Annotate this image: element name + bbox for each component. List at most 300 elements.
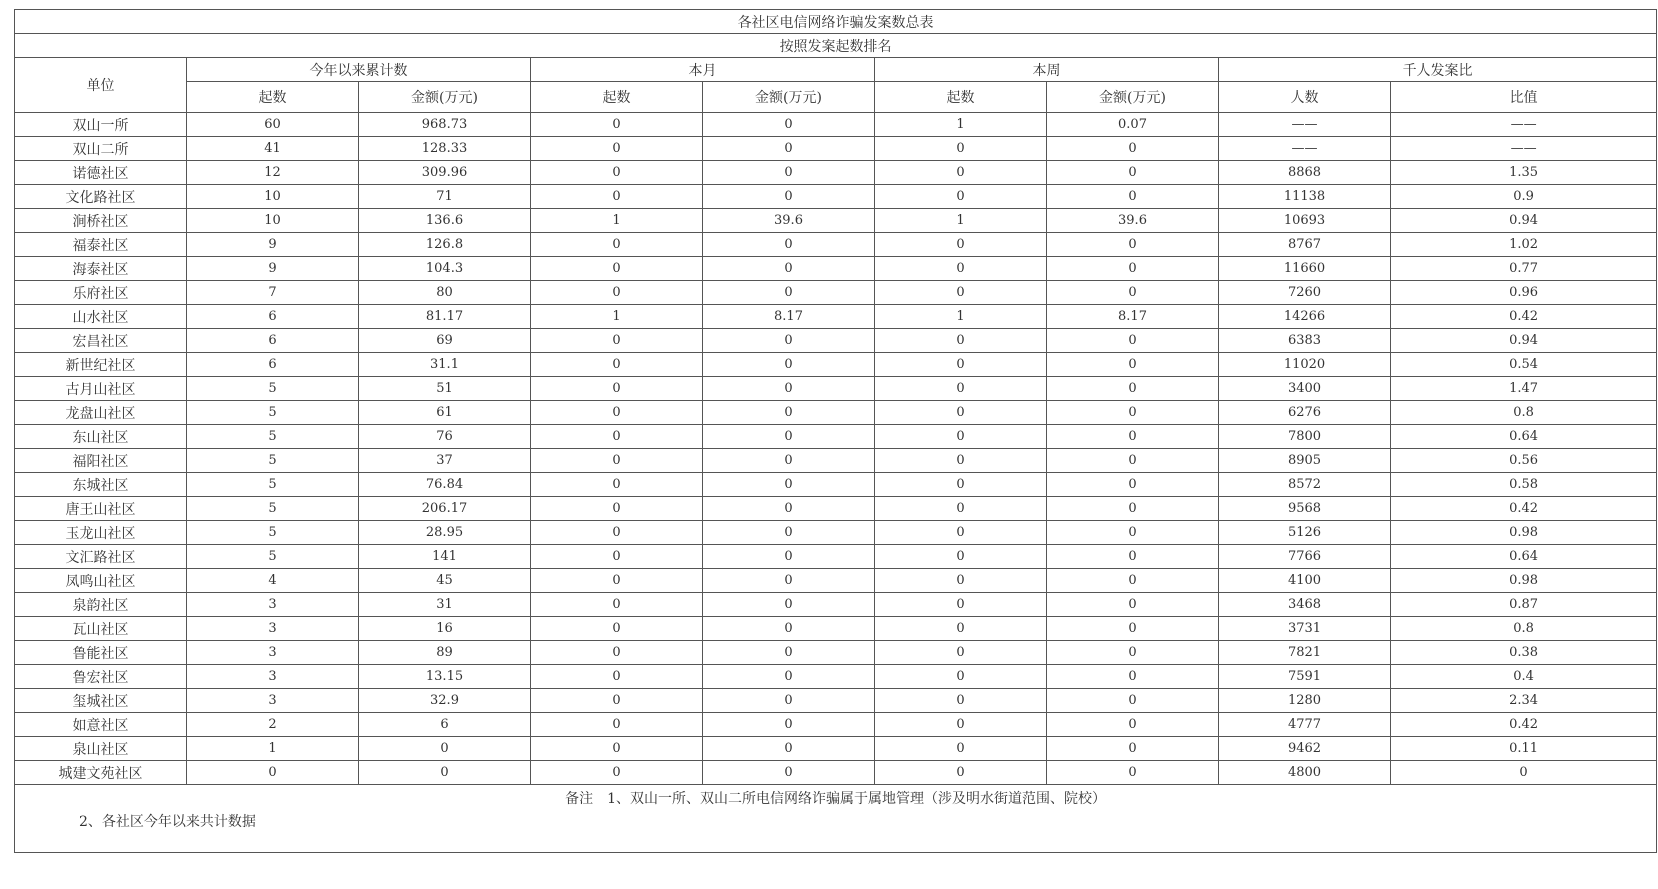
unit-name-cell: 双山二所 bbox=[15, 137, 187, 161]
unit-name-cell: 宏昌社区 bbox=[15, 329, 187, 353]
population-cell: 11020 bbox=[1219, 353, 1391, 377]
week-count-cell: 0 bbox=[875, 569, 1047, 593]
unit-name-cell: 文汇路社区 bbox=[15, 545, 187, 569]
table-title: 各社区电信网络诈骗发案数总表 bbox=[15, 10, 1657, 34]
month-amount-cell: 0 bbox=[703, 161, 875, 185]
month-count-cell: 0 bbox=[531, 353, 703, 377]
unit-name-cell: 新世纪社区 bbox=[15, 353, 187, 377]
month-count-cell: 0 bbox=[531, 257, 703, 281]
month-count-cell: 0 bbox=[531, 425, 703, 449]
table-row bbox=[15, 713, 1657, 737]
note-line-2: 2、各社区今年以来共计数据 bbox=[79, 814, 256, 830]
population-cell: 14266 bbox=[1219, 305, 1391, 329]
year-amount-cell: 69 bbox=[359, 329, 531, 353]
group-header-row bbox=[15, 58, 1657, 82]
week-count-cell: 0 bbox=[875, 641, 1047, 665]
unit-name-cell: 古月山社区 bbox=[15, 377, 187, 401]
month-amount-cell: 0 bbox=[703, 665, 875, 689]
month-count-cell: 1 bbox=[531, 209, 703, 233]
table-row bbox=[15, 113, 1657, 137]
month-amount-cell: 0 bbox=[703, 761, 875, 785]
table-row bbox=[15, 665, 1657, 689]
week-amount-cell: 0 bbox=[1047, 521, 1219, 545]
month-amount-cell: 0 bbox=[703, 353, 875, 377]
week-amount-cell: 0 bbox=[1047, 401, 1219, 425]
week-amount-cell: 0 bbox=[1047, 281, 1219, 305]
header-week-count: 起数 bbox=[875, 82, 1047, 113]
week-count-cell: 0 bbox=[875, 761, 1047, 785]
year-count-cell: 0 bbox=[187, 761, 359, 785]
table-row bbox=[15, 497, 1657, 521]
year-amount-cell: 32.9 bbox=[359, 689, 531, 713]
population-cell: 7591 bbox=[1219, 665, 1391, 689]
table-row bbox=[15, 425, 1657, 449]
unit-name-cell: 双山一所 bbox=[15, 113, 187, 137]
month-count-cell: 0 bbox=[531, 281, 703, 305]
month-amount-cell: 0 bbox=[703, 569, 875, 593]
week-amount-cell: 0 bbox=[1047, 329, 1219, 353]
month-count-cell: 0 bbox=[531, 185, 703, 209]
year-count-cell: 41 bbox=[187, 137, 359, 161]
year-count-cell: 9 bbox=[187, 233, 359, 257]
header-group-year: 今年以来累计数 bbox=[187, 58, 531, 82]
month-count-cell: 0 bbox=[531, 161, 703, 185]
month-count-cell: 0 bbox=[531, 377, 703, 401]
unit-name-cell: 东山社区 bbox=[15, 425, 187, 449]
unit-name-cell: 福泰社区 bbox=[15, 233, 187, 257]
unit-name-cell: 文化路社区 bbox=[15, 185, 187, 209]
fraud-summary-table bbox=[14, 9, 1657, 853]
unit-name-cell: 山水社区 bbox=[15, 305, 187, 329]
month-count-cell: 0 bbox=[531, 761, 703, 785]
week-amount-cell: 0.07 bbox=[1047, 113, 1219, 137]
population-cell: 3400 bbox=[1219, 377, 1391, 401]
week-count-cell: 0 bbox=[875, 497, 1047, 521]
month-count-cell: 0 bbox=[531, 113, 703, 137]
year-amount-cell: 16 bbox=[359, 617, 531, 641]
header-unit: 单位 bbox=[15, 58, 187, 113]
ratio-cell: 0.4 bbox=[1391, 665, 1657, 689]
unit-name-cell: 玉龙山社区 bbox=[15, 521, 187, 545]
month-count-cell: 0 bbox=[531, 641, 703, 665]
ratio-cell: 0.42 bbox=[1391, 497, 1657, 521]
month-count-cell: 0 bbox=[531, 713, 703, 737]
table-row bbox=[15, 137, 1657, 161]
month-amount-cell: 0 bbox=[703, 257, 875, 281]
week-count-cell: 0 bbox=[875, 185, 1047, 209]
month-amount-cell: 0 bbox=[703, 521, 875, 545]
ratio-cell: 0.11 bbox=[1391, 737, 1657, 761]
year-count-cell: 5 bbox=[187, 521, 359, 545]
year-amount-cell: 37 bbox=[359, 449, 531, 473]
year-count-cell: 3 bbox=[187, 665, 359, 689]
table-row bbox=[15, 161, 1657, 185]
table-row bbox=[15, 617, 1657, 641]
week-count-cell: 0 bbox=[875, 353, 1047, 377]
month-amount-cell: 0 bbox=[703, 737, 875, 761]
year-count-cell: 10 bbox=[187, 209, 359, 233]
table-row bbox=[15, 449, 1657, 473]
week-amount-cell: 0 bbox=[1047, 449, 1219, 473]
year-count-cell: 6 bbox=[187, 305, 359, 329]
week-count-cell: 0 bbox=[875, 257, 1047, 281]
week-amount-cell: 8.17 bbox=[1047, 305, 1219, 329]
table-row bbox=[15, 569, 1657, 593]
unit-name-cell: 城建文苑社区 bbox=[15, 761, 187, 785]
week-count-cell: 0 bbox=[875, 737, 1047, 761]
ratio-cell: 0.94 bbox=[1391, 329, 1657, 353]
population-cell: 9568 bbox=[1219, 497, 1391, 521]
week-amount-cell: 0 bbox=[1047, 761, 1219, 785]
unit-name-cell: 如意社区 bbox=[15, 713, 187, 737]
ratio-cell: 0.56 bbox=[1391, 449, 1657, 473]
week-count-cell: 0 bbox=[875, 449, 1047, 473]
week-amount-cell: 0 bbox=[1047, 353, 1219, 377]
table-row bbox=[15, 737, 1657, 761]
month-count-cell: 0 bbox=[531, 521, 703, 545]
ratio-cell: 1.35 bbox=[1391, 161, 1657, 185]
table-row bbox=[15, 185, 1657, 209]
ratio-cell: 0.96 bbox=[1391, 281, 1657, 305]
unit-name-cell: 涧桥社区 bbox=[15, 209, 187, 233]
ratio-cell: —— bbox=[1391, 113, 1657, 137]
week-amount-cell: 0 bbox=[1047, 257, 1219, 281]
ratio-cell: 0.8 bbox=[1391, 401, 1657, 425]
month-amount-cell: 0 bbox=[703, 377, 875, 401]
unit-name-cell: 泉山社区 bbox=[15, 737, 187, 761]
table-row bbox=[15, 209, 1657, 233]
table-row bbox=[15, 521, 1657, 545]
year-amount-cell: 28.95 bbox=[359, 521, 531, 545]
year-count-cell: 5 bbox=[187, 545, 359, 569]
year-count-cell: 3 bbox=[187, 641, 359, 665]
unit-name-cell: 东城社区 bbox=[15, 473, 187, 497]
header-year-amount: 金额(万元) bbox=[359, 82, 531, 113]
month-count-cell: 0 bbox=[531, 569, 703, 593]
ratio-cell: 1.47 bbox=[1391, 377, 1657, 401]
population-cell: 9462 bbox=[1219, 737, 1391, 761]
week-amount-cell: 0 bbox=[1047, 161, 1219, 185]
header-month-count: 起数 bbox=[531, 82, 703, 113]
week-count-cell: 0 bbox=[875, 521, 1047, 545]
unit-name-cell: 瓦山社区 bbox=[15, 617, 187, 641]
month-count-cell: 0 bbox=[531, 497, 703, 521]
subcolumn-header-row bbox=[15, 82, 1657, 113]
week-amount-cell: 0 bbox=[1047, 641, 1219, 665]
week-count-cell: 0 bbox=[875, 545, 1047, 569]
week-count-cell: 0 bbox=[875, 425, 1047, 449]
month-amount-cell: 0 bbox=[703, 545, 875, 569]
week-count-cell: 0 bbox=[875, 617, 1047, 641]
week-count-cell: 0 bbox=[875, 233, 1047, 257]
year-count-cell: 9 bbox=[187, 257, 359, 281]
week-count-cell: 0 bbox=[875, 593, 1047, 617]
week-amount-cell: 0 bbox=[1047, 233, 1219, 257]
population-cell: 7821 bbox=[1219, 641, 1391, 665]
week-amount-cell: 0 bbox=[1047, 569, 1219, 593]
population-cell: 3731 bbox=[1219, 617, 1391, 641]
table-row bbox=[15, 689, 1657, 713]
ratio-cell: 0.87 bbox=[1391, 593, 1657, 617]
notes-row bbox=[15, 785, 1657, 853]
month-amount-cell: 0 bbox=[703, 113, 875, 137]
month-count-cell: 0 bbox=[531, 665, 703, 689]
month-count-cell: 0 bbox=[531, 473, 703, 497]
year-amount-cell: 51 bbox=[359, 377, 531, 401]
ratio-cell: 0.38 bbox=[1391, 641, 1657, 665]
month-amount-cell: 0 bbox=[703, 497, 875, 521]
year-count-cell: 5 bbox=[187, 497, 359, 521]
month-count-cell: 0 bbox=[531, 449, 703, 473]
ratio-cell: 0.64 bbox=[1391, 425, 1657, 449]
month-amount-cell: 39.6 bbox=[703, 209, 875, 233]
week-count-cell: 1 bbox=[875, 305, 1047, 329]
week-amount-cell: 0 bbox=[1047, 185, 1219, 209]
header-week-amount: 金额(万元) bbox=[1047, 82, 1219, 113]
year-amount-cell: 128.33 bbox=[359, 137, 531, 161]
month-amount-cell: 0 bbox=[703, 329, 875, 353]
month-amount-cell: 0 bbox=[703, 593, 875, 617]
month-amount-cell: 0 bbox=[703, 233, 875, 257]
month-amount-cell: 0 bbox=[703, 617, 875, 641]
year-amount-cell: 76.84 bbox=[359, 473, 531, 497]
year-amount-cell: 31 bbox=[359, 593, 531, 617]
ratio-cell: 0.64 bbox=[1391, 545, 1657, 569]
year-amount-cell: 0 bbox=[359, 737, 531, 761]
week-count-cell: 0 bbox=[875, 377, 1047, 401]
year-count-cell: 7 bbox=[187, 281, 359, 305]
header-population: 人数 bbox=[1219, 82, 1391, 113]
year-amount-cell: 0 bbox=[359, 761, 531, 785]
table-row bbox=[15, 257, 1657, 281]
ratio-cell: 0.58 bbox=[1391, 473, 1657, 497]
population-cell: 7260 bbox=[1219, 281, 1391, 305]
week-amount-cell: 0 bbox=[1047, 137, 1219, 161]
month-count-cell: 0 bbox=[531, 137, 703, 161]
month-count-cell: 1 bbox=[531, 305, 703, 329]
year-amount-cell: 968.73 bbox=[359, 113, 531, 137]
population-cell: 6276 bbox=[1219, 401, 1391, 425]
month-amount-cell: 0 bbox=[703, 689, 875, 713]
note-line-1: 备注 1、双山一所、双山二所电信网络诈骗属于属地管理（涉及明水街道范围、院校） bbox=[565, 791, 1107, 807]
year-amount-cell: 61 bbox=[359, 401, 531, 425]
year-count-cell: 5 bbox=[187, 377, 359, 401]
year-amount-cell: 126.8 bbox=[359, 233, 531, 257]
ratio-cell: 0.94 bbox=[1391, 209, 1657, 233]
week-count-cell: 0 bbox=[875, 473, 1047, 497]
ratio-cell: —— bbox=[1391, 137, 1657, 161]
table-row bbox=[15, 545, 1657, 569]
year-count-cell: 5 bbox=[187, 473, 359, 497]
week-amount-cell: 0 bbox=[1047, 617, 1219, 641]
year-amount-cell: 104.3 bbox=[359, 257, 531, 281]
population-cell: 5126 bbox=[1219, 521, 1391, 545]
month-amount-cell: 8.17 bbox=[703, 305, 875, 329]
week-amount-cell: 0 bbox=[1047, 497, 1219, 521]
population-cell: —— bbox=[1219, 113, 1391, 137]
subtitle-row bbox=[15, 34, 1657, 58]
ratio-cell: 0.9 bbox=[1391, 185, 1657, 209]
week-count-cell: 0 bbox=[875, 689, 1047, 713]
table-row bbox=[15, 233, 1657, 257]
year-amount-cell: 6 bbox=[359, 713, 531, 737]
year-amount-cell: 31.1 bbox=[359, 353, 531, 377]
unit-name-cell: 诺德社区 bbox=[15, 161, 187, 185]
year-amount-cell: 45 bbox=[359, 569, 531, 593]
week-amount-cell: 0 bbox=[1047, 713, 1219, 737]
year-count-cell: 1 bbox=[187, 737, 359, 761]
week-amount-cell: 0 bbox=[1047, 593, 1219, 617]
ratio-cell: 2.34 bbox=[1391, 689, 1657, 713]
month-count-cell: 0 bbox=[531, 737, 703, 761]
population-cell: 10693 bbox=[1219, 209, 1391, 233]
month-count-cell: 0 bbox=[531, 593, 703, 617]
week-amount-cell: 0 bbox=[1047, 545, 1219, 569]
week-count-cell: 0 bbox=[875, 161, 1047, 185]
week-amount-cell: 0 bbox=[1047, 377, 1219, 401]
unit-name-cell: 玺城社区 bbox=[15, 689, 187, 713]
unit-name-cell: 鲁宏社区 bbox=[15, 665, 187, 689]
month-amount-cell: 0 bbox=[703, 185, 875, 209]
ratio-cell: 0.77 bbox=[1391, 257, 1657, 281]
table-row bbox=[15, 761, 1657, 785]
ratio-cell: 0 bbox=[1391, 761, 1657, 785]
month-amount-cell: 0 bbox=[703, 473, 875, 497]
week-count-cell: 1 bbox=[875, 113, 1047, 137]
population-cell: —— bbox=[1219, 137, 1391, 161]
table-row bbox=[15, 377, 1657, 401]
year-count-cell: 5 bbox=[187, 449, 359, 473]
ratio-cell: 0.8 bbox=[1391, 617, 1657, 641]
unit-name-cell: 乐府社区 bbox=[15, 281, 187, 305]
week-amount-cell: 0 bbox=[1047, 737, 1219, 761]
unit-name-cell: 凤鸣山社区 bbox=[15, 569, 187, 593]
year-count-cell: 6 bbox=[187, 329, 359, 353]
year-count-cell: 5 bbox=[187, 425, 359, 449]
header-ratio: 比值 bbox=[1391, 82, 1657, 113]
year-amount-cell: 80 bbox=[359, 281, 531, 305]
table-row bbox=[15, 401, 1657, 425]
population-cell: 7800 bbox=[1219, 425, 1391, 449]
header-group-per-thousand: 千人发案比 bbox=[1219, 58, 1657, 82]
year-count-cell: 3 bbox=[187, 593, 359, 617]
week-amount-cell: 39.6 bbox=[1047, 209, 1219, 233]
population-cell: 3468 bbox=[1219, 593, 1391, 617]
year-amount-cell: 206.17 bbox=[359, 497, 531, 521]
table-row bbox=[15, 593, 1657, 617]
population-cell: 11138 bbox=[1219, 185, 1391, 209]
table-row bbox=[15, 305, 1657, 329]
week-amount-cell: 0 bbox=[1047, 425, 1219, 449]
table-row bbox=[15, 353, 1657, 377]
title-row bbox=[15, 10, 1657, 34]
month-amount-cell: 0 bbox=[703, 425, 875, 449]
month-count-cell: 0 bbox=[531, 233, 703, 257]
year-amount-cell: 76 bbox=[359, 425, 531, 449]
population-cell: 8905 bbox=[1219, 449, 1391, 473]
week-count-cell: 0 bbox=[875, 713, 1047, 737]
year-count-cell: 3 bbox=[187, 689, 359, 713]
population-cell: 7766 bbox=[1219, 545, 1391, 569]
week-count-cell: 0 bbox=[875, 665, 1047, 689]
month-count-cell: 0 bbox=[531, 545, 703, 569]
week-count-cell: 0 bbox=[875, 329, 1047, 353]
ratio-cell: 0.98 bbox=[1391, 521, 1657, 545]
unit-name-cell: 海泰社区 bbox=[15, 257, 187, 281]
year-count-cell: 10 bbox=[187, 185, 359, 209]
year-count-cell: 6 bbox=[187, 353, 359, 377]
unit-name-cell: 泉韵社区 bbox=[15, 593, 187, 617]
year-amount-cell: 71 bbox=[359, 185, 531, 209]
month-amount-cell: 0 bbox=[703, 137, 875, 161]
month-amount-cell: 0 bbox=[703, 641, 875, 665]
month-count-cell: 0 bbox=[531, 401, 703, 425]
month-amount-cell: 0 bbox=[703, 281, 875, 305]
ratio-cell: 0.42 bbox=[1391, 713, 1657, 737]
ratio-cell: 1.02 bbox=[1391, 233, 1657, 257]
month-count-cell: 0 bbox=[531, 617, 703, 641]
unit-name-cell: 鲁能社区 bbox=[15, 641, 187, 665]
population-cell: 1280 bbox=[1219, 689, 1391, 713]
ratio-cell: 0.42 bbox=[1391, 305, 1657, 329]
week-count-cell: 0 bbox=[875, 401, 1047, 425]
year-amount-cell: 81.17 bbox=[359, 305, 531, 329]
population-cell: 4777 bbox=[1219, 713, 1391, 737]
header-group-month: 本月 bbox=[531, 58, 875, 82]
year-amount-cell: 13.15 bbox=[359, 665, 531, 689]
notes-cell bbox=[15, 785, 1657, 853]
ratio-cell: 0.98 bbox=[1391, 569, 1657, 593]
population-cell: 11660 bbox=[1219, 257, 1391, 281]
week-amount-cell: 0 bbox=[1047, 473, 1219, 497]
year-count-cell: 60 bbox=[187, 113, 359, 137]
year-count-cell: 4 bbox=[187, 569, 359, 593]
population-cell: 8868 bbox=[1219, 161, 1391, 185]
unit-name-cell: 福阳社区 bbox=[15, 449, 187, 473]
month-count-cell: 0 bbox=[531, 689, 703, 713]
unit-name-cell: 唐王山社区 bbox=[15, 497, 187, 521]
year-amount-cell: 309.96 bbox=[359, 161, 531, 185]
week-amount-cell: 0 bbox=[1047, 689, 1219, 713]
table-row bbox=[15, 473, 1657, 497]
year-amount-cell: 136.6 bbox=[359, 209, 531, 233]
population-cell: 8572 bbox=[1219, 473, 1391, 497]
year-amount-cell: 89 bbox=[359, 641, 531, 665]
population-cell: 8767 bbox=[1219, 233, 1391, 257]
table-row bbox=[15, 641, 1657, 665]
year-count-cell: 12 bbox=[187, 161, 359, 185]
month-amount-cell: 0 bbox=[703, 713, 875, 737]
population-cell: 4100 bbox=[1219, 569, 1391, 593]
header-month-amount: 金额(万元) bbox=[703, 82, 875, 113]
header-year-count: 起数 bbox=[187, 82, 359, 113]
population-cell: 6383 bbox=[1219, 329, 1391, 353]
month-count-cell: 0 bbox=[531, 329, 703, 353]
year-count-cell: 2 bbox=[187, 713, 359, 737]
year-count-cell: 3 bbox=[187, 617, 359, 641]
unit-name-cell: 龙盘山社区 bbox=[15, 401, 187, 425]
month-amount-cell: 0 bbox=[703, 449, 875, 473]
population-cell: 4800 bbox=[1219, 761, 1391, 785]
table-subtitle: 按照发案起数排名 bbox=[15, 34, 1657, 58]
week-count-cell: 0 bbox=[875, 281, 1047, 305]
year-amount-cell: 141 bbox=[359, 545, 531, 569]
week-amount-cell: 0 bbox=[1047, 665, 1219, 689]
table-row bbox=[15, 329, 1657, 353]
month-amount-cell: 0 bbox=[703, 401, 875, 425]
ratio-cell: 0.54 bbox=[1391, 353, 1657, 377]
header-group-week: 本周 bbox=[875, 58, 1219, 82]
